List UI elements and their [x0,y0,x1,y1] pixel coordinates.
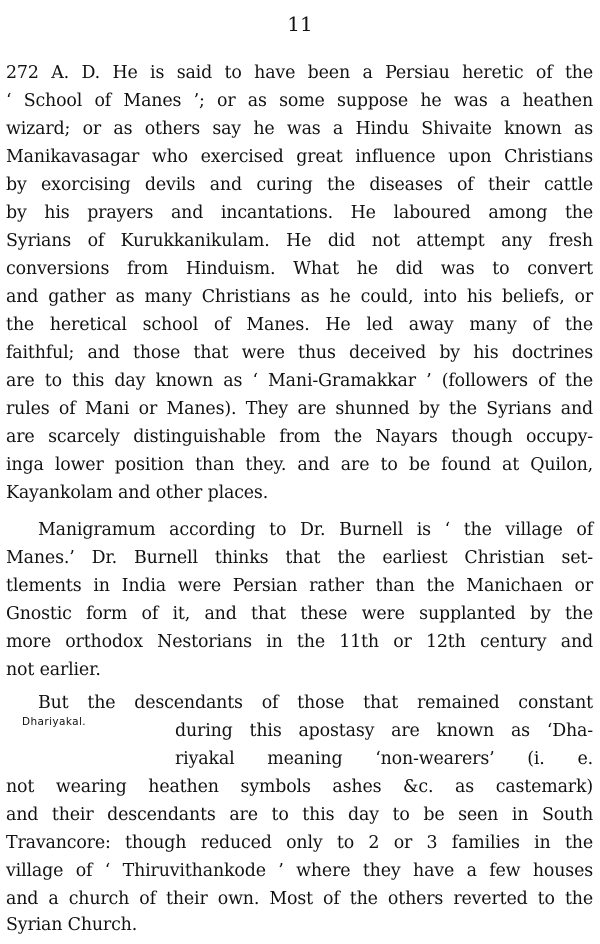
text-line: faithful; and those that were thus deceived by his doctrines [6,343,593,363]
text-line: Gnostic form of it, and that these were supplanted by the [6,604,593,624]
text-line: by his prayers and incantations. He laboured among the [6,203,593,223]
text-line: ‘ School of Manes ’; or as some suppose he was a heathen [6,91,593,111]
text-line: and gather as many Christians as he could, into his beliefs, or [6,287,593,307]
text-line: But the descendants of those that remained constant [38,693,593,713]
text-line: inga lower position than they. and are to be found at Quilon, [6,455,593,475]
text-line: conversions from Hinduism. What he did was to convert [6,259,593,279]
text-line: the heretical school of Manes. He led away many of the [6,315,593,335]
text-line: riyakal meaning ‘non-wearers’ (i. e. [175,749,593,769]
text-line: Travancore: though reduced only to 2 or 3 families in the [6,833,593,853]
text-line: not wearing heathen symbols ashes &c. as castemark) [6,777,593,797]
text-line: rules of Mani or Manes). They are shunned by the Syrians and [6,399,593,419]
text-line: and their descendants are to this day to be seen in South [6,805,593,825]
text-line: Manes.’ Dr. Burnell thinks that the earliest Christian set- [6,548,593,568]
text-line: during this apostasy are known as ‘Dha- [175,721,593,741]
text-line: by exorcising devils and curing the diseases of their cattle [6,175,593,195]
text-line: Manigramum according to Dr. Burnell is ‘ the village of [38,520,593,540]
text-line: Syrian Church. [6,915,138,935]
text-line: wizard; or as others say he was a Hindu Shivaite known as [6,119,593,139]
text-line: not earlier. [6,660,101,680]
text-line: Kayankolam and other places. [6,483,269,503]
margin-note: Dhariyakal. [22,716,87,728]
page-number: 11 [287,12,313,36]
text-line: village of ‘ Thiruvithankode ’ where they have a few houses [6,861,593,881]
text-line: tlements in India were Persian rather than the Manichaen or [6,576,593,596]
text-line: and a church of their own. Most of the others reverted to the [6,889,593,909]
text-line: more orthodox Nestorians in the 11th or 12th century and [6,632,593,652]
text-line: Manikavasagar who exercised great influence upon Christians [6,147,593,167]
text-line: are to this day known as ‘ Mani-Gramakkar ’ (followers of the [6,371,593,391]
text-line: are scarcely distinguishable from the Nayars though occupy- [6,427,593,447]
text-line: 272 A. D. He is said to have been a Persiau heretic of the [6,63,593,83]
text-line: Syrians of Kurukkanikulam. He did not attempt any fresh [6,231,593,251]
